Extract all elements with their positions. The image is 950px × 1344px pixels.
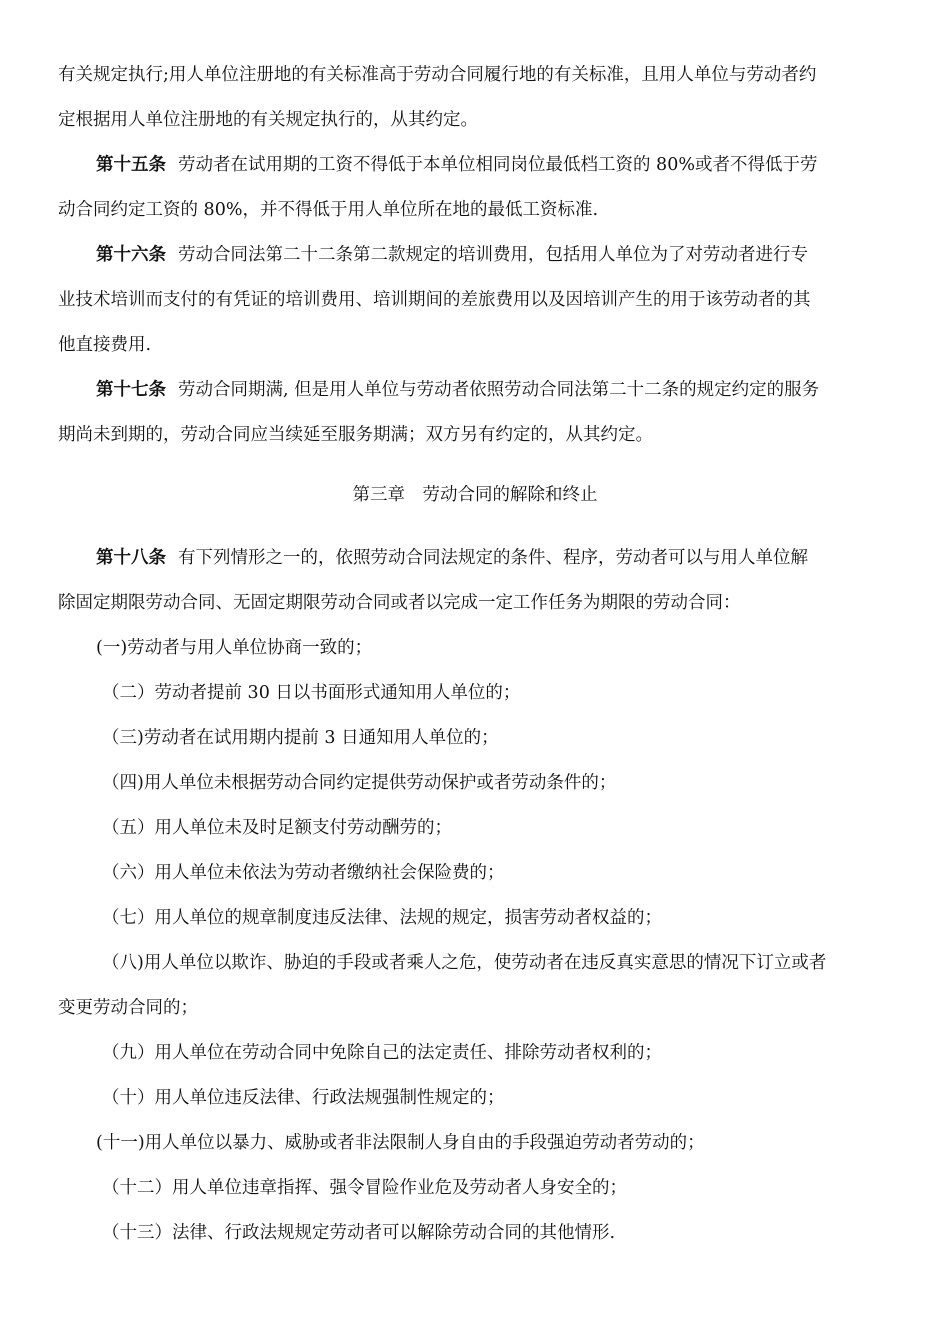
list-item: （二）劳动者提前 30 日以书面形式通知用人单位的； [102,683,521,703]
list-item: （九）用人单位在劳动合同中免除自己的法定责任、排除劳动者权利的； [102,1043,662,1063]
list-item: （十二）用人单位违章指挥、强令冒险作业危及劳动者人身安全的； [102,1178,627,1198]
article-16-text: 劳动合同法第二十二条第二款规定的培训费用，包括用人单位为了对劳动者进行专 [178,245,808,265]
paragraph-line: 他直接费用. [58,335,152,355]
paragraph-line: 定根据用人单位注册地的有关规定执行的，从其约定。 [58,110,478,130]
paragraph-line: 除固定期限劳动合同、无固定期限劳动合同或者以完成一定工作任务为期限的劳动合同： [58,593,741,613]
paragraph-line: 动合同约定工资的 80%，并不得低于用人单位所在地的最低工资标准. [58,200,599,220]
list-item: （十）用人单位违反法律、行政法规强制性规定的； [102,1088,505,1108]
list-item: （六）用人单位未依法为劳动者缴纳社会保险费的； [102,863,505,883]
list-item: (一)劳动者与用人单位协商一致的； [96,638,373,658]
list-item: (十一)用人单位以暴力、威胁或者非法限制人身自由的手段强迫劳动者劳动的； [96,1133,705,1153]
list-item: （四)用人单位未根据劳动合同约定提供劳动保护或者劳动条件的； [102,773,617,793]
article-17-text: 劳动合同期满, 但是用人单位与劳动者依照劳动合同法第二十二条的规定约定的服务 [178,380,820,400]
list-item: （五）用人单位未及时足额支付劳动酬劳的； [102,818,452,838]
paragraph-line: 变更劳动合同的； [58,998,198,1018]
list-item: （八)用人单位以欺诈、胁迫的手段或者乘人之危，使劳动者在违反真实意思的情况下订立或者 [102,953,827,973]
paragraph-line: 有关规定执行;用人单位注册地的有关标准高于劳动合同履行地的有关标准，且用人单位与劳动者约 [58,65,817,85]
article-15-line [0,153,950,177]
article-16-heading: 第十六条 [96,245,166,265]
article-17-line [0,378,950,402]
list-item: （三)劳动者在试用期内提前 3 日通知用人单位的； [102,728,499,748]
list-item: （十三）法律、行政法规规定劳动者可以解除劳动合同的其他情形. [102,1223,616,1243]
chapter-heading: 第三章 劳动合同的解除和终止 [352,485,598,505]
paragraph-line: 期尚未到期的，劳动合同应当续延至服务期满；双方另有约定的，从其约定。 [58,425,653,445]
list-item: （七）用人单位的规章制度违反法律、法规的规定，损害劳动者权益的； [102,908,662,928]
article-17-heading: 第十七条 [96,380,166,400]
article-18-text: 有下列情形之一的，依照劳动合同法规定的条件、程序，劳动者可以与用人单位解 [178,548,808,568]
article-15-heading: 第十五条 [96,155,166,175]
article-16-line [0,243,950,267]
article-18-line [0,546,950,570]
article-15-text: 劳动者在试用期的工资不得低于本单位相同岗位最低档工资的 80%或者不得低于劳 [178,155,818,175]
paragraph-line: 业技术培训而支付的有凭证的培训费用、培训期间的差旅费用以及因培训产生的用于该劳动者的其 [58,290,811,310]
article-18-heading: 第十八条 [96,548,166,568]
